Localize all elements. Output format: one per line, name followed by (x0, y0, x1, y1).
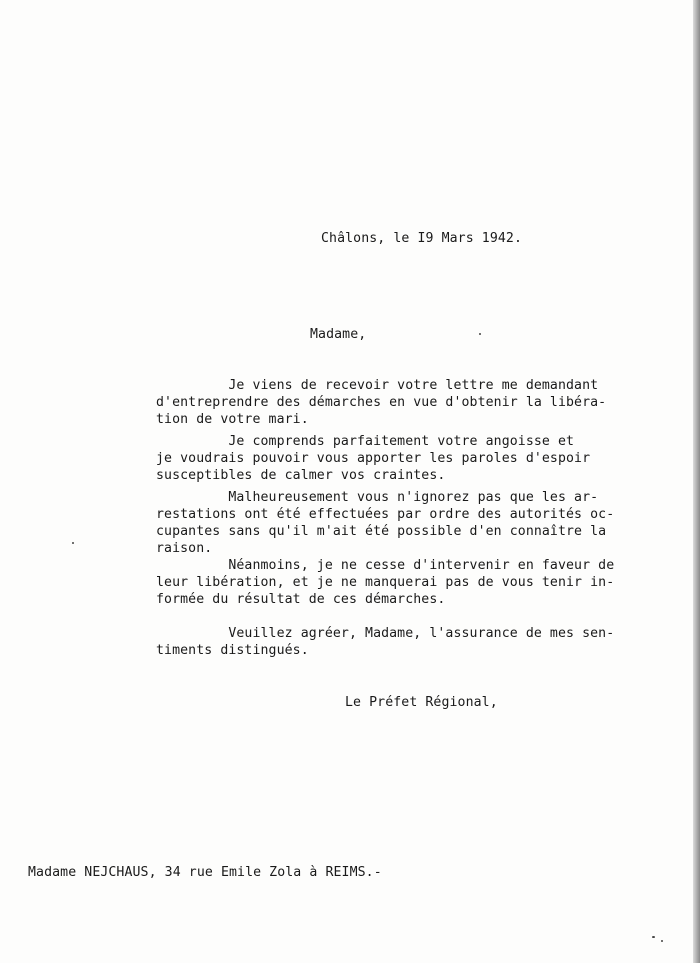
scan-speck (72, 542, 74, 544)
paragraph-line: Je viens de recevoir votre lettre me demandant (156, 378, 599, 393)
paragraph-line: leur libération, et je ne manquerai pas de vous tenir in- (156, 575, 615, 590)
addressee-line: Madame NEJCHAUS, 34 rue Emile Zola à REIMS.- (28, 865, 382, 880)
paragraph-line: formée du résultat de ces démarches. (156, 592, 446, 607)
date-line: Châlons, le I9 Mars 1942. (321, 231, 522, 246)
salutation: Madame, (310, 327, 367, 342)
scan-speck (661, 940, 663, 942)
paragraph-line: tion de votre mari. (156, 412, 309, 427)
paragraph-line: raison. (156, 541, 213, 556)
paragraph-line: d'entreprendre des démarches en vue d'obtenir la libéra- (156, 395, 607, 410)
paragraph-4 (156, 557, 626, 608)
paragraph-line: Je comprends parfaitement votre angoisse et (156, 434, 575, 449)
paragraph-line: je voudrais pouvoir vous apporter les paroles d'espoir (156, 451, 591, 466)
paragraph-line: Néanmoins, je ne cesse d'intervenir en faveur de (156, 558, 615, 573)
paragraph-line: Malheureusement vous n'ignorez pas que les ar- (156, 490, 599, 505)
paragraph-line: Veuillez agréer, Madame, l'assurance de mes sen- (156, 626, 615, 641)
scan-speck (479, 333, 481, 335)
paragraph-1 (156, 377, 626, 428)
paragraph-line: susceptibles de calmer vos craintes. (156, 468, 446, 483)
scan-edge-shadow (693, 0, 700, 963)
paragraph-line: timents distingués. (156, 643, 309, 658)
paragraph-3 (156, 489, 626, 557)
scan-speck (652, 936, 655, 938)
paragraph-5 (156, 625, 626, 659)
paragraph-line: restations ont été effectuées par ordre des autorités oc- (156, 507, 615, 522)
signature-line: Le Préfet Régional, (345, 695, 498, 710)
paragraph-line: cupantes sans qu'il m'ait été possible d'en connaître la (156, 524, 607, 539)
paragraph-2 (156, 433, 626, 484)
